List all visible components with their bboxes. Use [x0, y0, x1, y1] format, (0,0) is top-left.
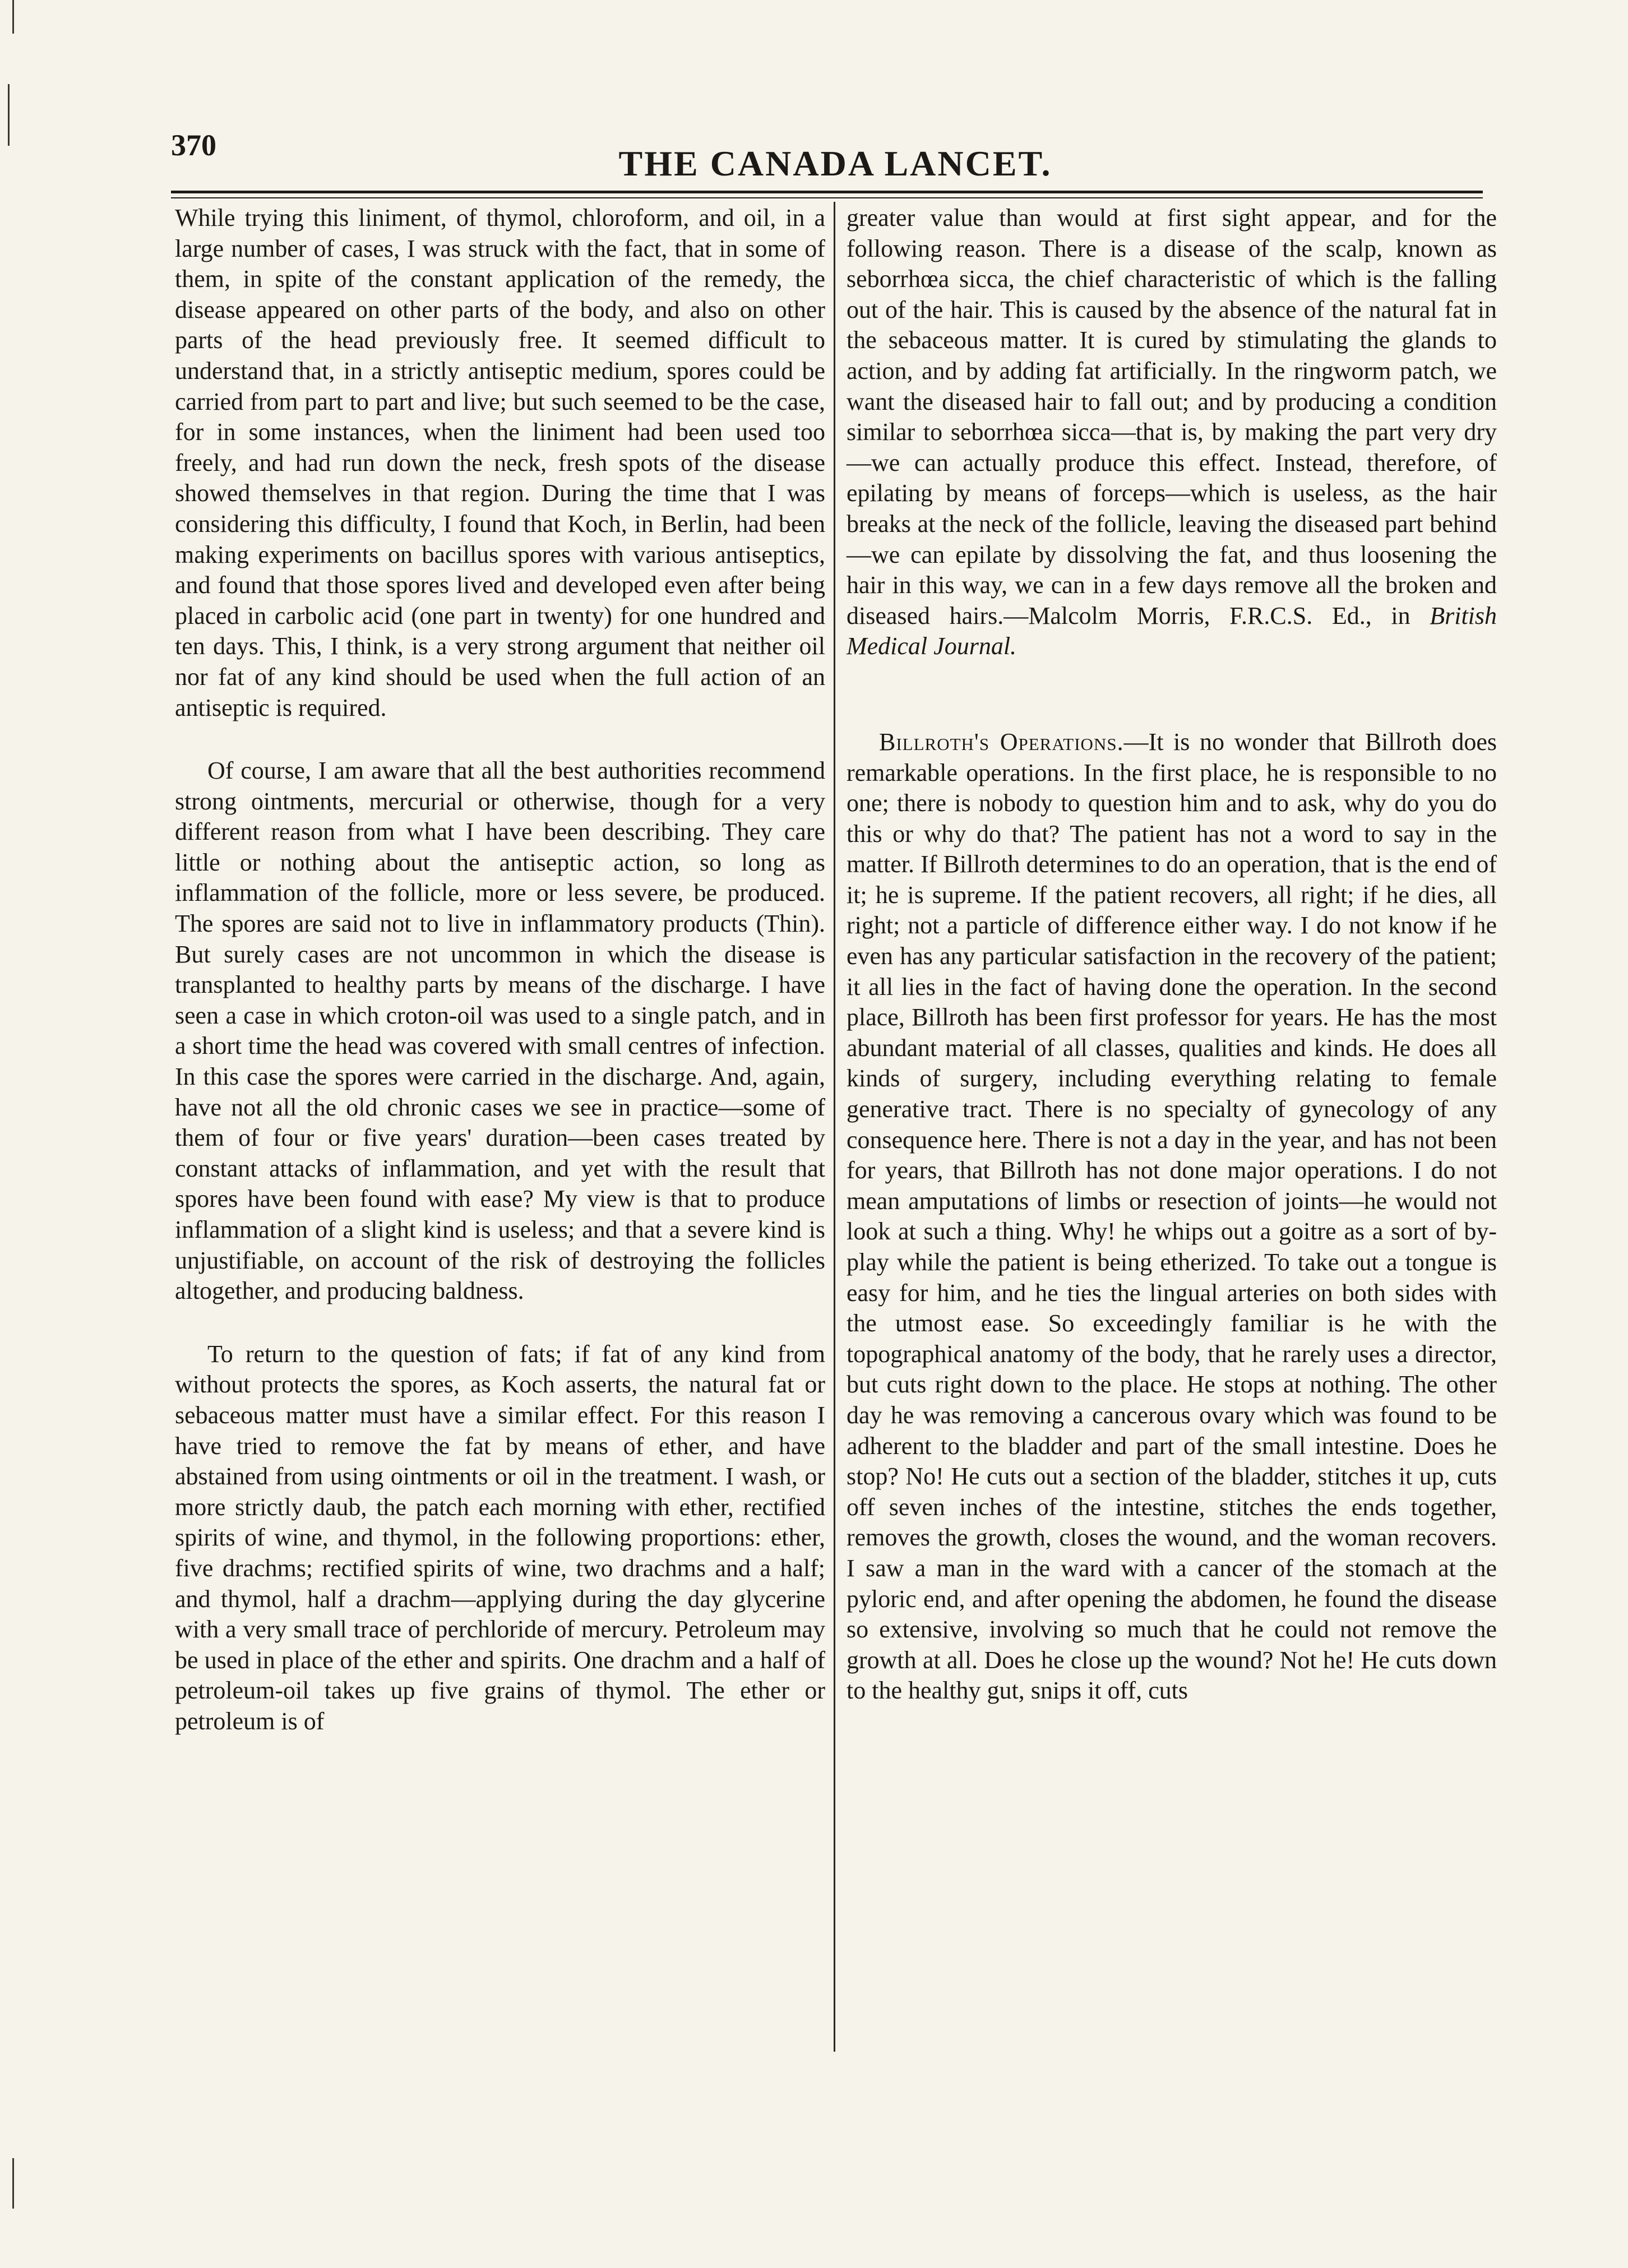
margin-binding-mark: [8, 84, 10, 146]
paragraph-seborrhoea: [847, 203, 1497, 662]
header-rule-thin: [171, 197, 1483, 198]
source-citation: British Medical Journal.: [847, 601, 1497, 660]
paragraph-billroth: [847, 727, 1497, 1706]
margin-binding-mark: [12, 2158, 14, 2209]
page-number: 370: [171, 128, 216, 162]
header-rule-thick: [171, 191, 1483, 193]
paragraph-gap: [175, 723, 825, 756]
margin-binding-mark: [12, 0, 14, 34]
article-heading: Billroth's Operations.: [879, 728, 1124, 756]
column-divider: [834, 202, 835, 2052]
paragraph-gap: [847, 695, 1497, 727]
paragraph-gap: [847, 662, 1497, 695]
left-column: [175, 203, 825, 1737]
running-head-journal-title: THE CANADA LANCET.: [618, 144, 1052, 183]
paragraph-billroth-text: —It is no wonder that Billroth does remarkable operations. In the first place, he is responsible to no one; there is nobody to question him and to ask, why do you do this or why do that? The patient has not a word to say in the matter. If Billroth determines to do an operation, that is the end of it; he is supreme. If the patient recovers, all right; if he dies, all right; not a particle of difference either way. I do not know if he even has any particular satisfaction in the recovery of the patient; it all lies in the fact of having done the operation. In the second place, Billroth has been first professor for years. He has the most abundant material of all classes, qualities and kinds. He does all kinds of surgery, including everything relating to female generative tract. There is no specialty of gynecology of any consequence here. There is not a day in the year, and has not been for years, that Billroth has not done major operations. I do not mean amputations of limbs or resection of joints—he would not look at such a thing. Why! he whips out a goitre as a sort of by-play while the patient is being etherized. To take out a tongue is easy for him, and he ties the lingual arteries on both sides with the utmost ease. So exceedingly familiar is he with the topographical anatomy of the body, that he rarely uses a director, but cuts right down to the place. He stops at nothing. The other day he was removing a cancerous ovary which was found to be adherent to the bladder and part of the small intestine. Does he stop? No! He cuts out a section of the bladder, stitches it up, cuts off seven inches of the intestine, stitches the ends together, removes the growth, closes the wound, and the woman recovers. I saw a man in the ward with a cancer of the stomach at the pyloric end, and after opening the abdomen, he found the disease so extensive, involving so much that he could not remove the growth at all. Does he close up the wound? Not he! He cuts down to the healthy gut, snips it off, cuts: [847, 728, 1497, 1705]
paragraph-fats: To return to the question of fats; if fat of any kind from without protects the spores, as Koch asserts, the natural fat or sebaceous matter must have a similar effect. For this reason I have tried to remove the fat by means of ether, and have abstained from using ointments or oil in the treatment. I wash, or more strictly daub, the patch each morning with ether, rectified spirits of wine, and thymol, in the following proportions: ether, five drachms; rectified spirits of wine, two drachms and a half; and thymol, half a drachm—applying during the day glycerine with a very small trace of perchloride of mercury. Petroleum may be used in place of the ether and spirits. One drachm and a half of petroleum-oil takes up five grains of thymol. The ether or petroleum is of: [175, 1340, 825, 1735]
paragraph-seborrhoea-text: greater value than would at first sight appear, and for the following reason. There is a disease of the scalp, known as seborrhœa sicca, the chief characteristic of which is the falling out of the hair. This is caused by the absence of the natural fat in the sebaceous matter. It is cured by stimulating the glands to action, and by adding fat artificially. In the ringworm patch, we want the diseased hair to fall out; and by producing a condition similar to seborrhœa sicca—that is, by making the part very dry—we can actually produce this effect. Instead, therefore, of epilating by means of forceps—which is useless, as the hair breaks at the neck of the follicle, leaving the diseased part behind—we can epilate by dissolving the fat, and thus loosening the hair in this way, we can in a few days remove all the broken and diseased hairs.—Malcolm Morris, F.R.C.S. Ed., in: [847, 204, 1497, 630]
paragraph-liniment-trial: While trying this liniment, of thymol, chloroform, and oil, in a large number of cases, I was struck with the fact, that in some of them, in spite of the constant application of the remedy, the disease appeared on other parts of the body, and also on other parts of the head previously free. It seemed difficult to understand that, in a strictly antiseptic medium, spores could be carried from part to part and live; but such seemed to be the case, for in some instances, when the liniment had been used too freely, and had run down the neck, fresh spots of the disease showed themselves in that region. During the time that I was considering this difficulty, I found that Koch, in Berlin, had been making experiments on bacillus spores with various antiseptics, and found that those spores lived and developed even after being placed in carbolic acid (one part in twenty) for one hundred and ten days. This, I think, is a very strong argument that neither oil nor fat of any kind should be used when the full action of an antiseptic is required.: [175, 204, 825, 721]
right-column: [847, 203, 1497, 1706]
paragraph-ointments: Of course, I am aware that all the best authorities recommend strong ointments, mercurial or otherwise, though for a very different reason from what I have been describing. They care little or nothing about the antiseptic action, so long as inflammation of the follicle, more or less severe, be produced. The spores are said not to live in inflammatory products (Thin). But surely cases are not uncommon in which the disease is transplanted to healthy parts by means of the discharge. I have seen a case in which croton-oil was used to a single patch, and in a short time the head was covered with small centres of infection. In this case the spores were carried in the discharge. And, again, have not all the old chronic cases we see in practice—some of them of four or five years' duration—been cases treated by constant attacks of inflammation, and yet with the result that spores have been found with ease? My view is that to produce inflammation of a slight kind is useless; and that a severe kind is unjustifiable, on account of the risk of destroying the follicles altogether, and producing baldness.: [175, 757, 825, 1305]
paragraph-gap: [175, 1307, 825, 1339]
